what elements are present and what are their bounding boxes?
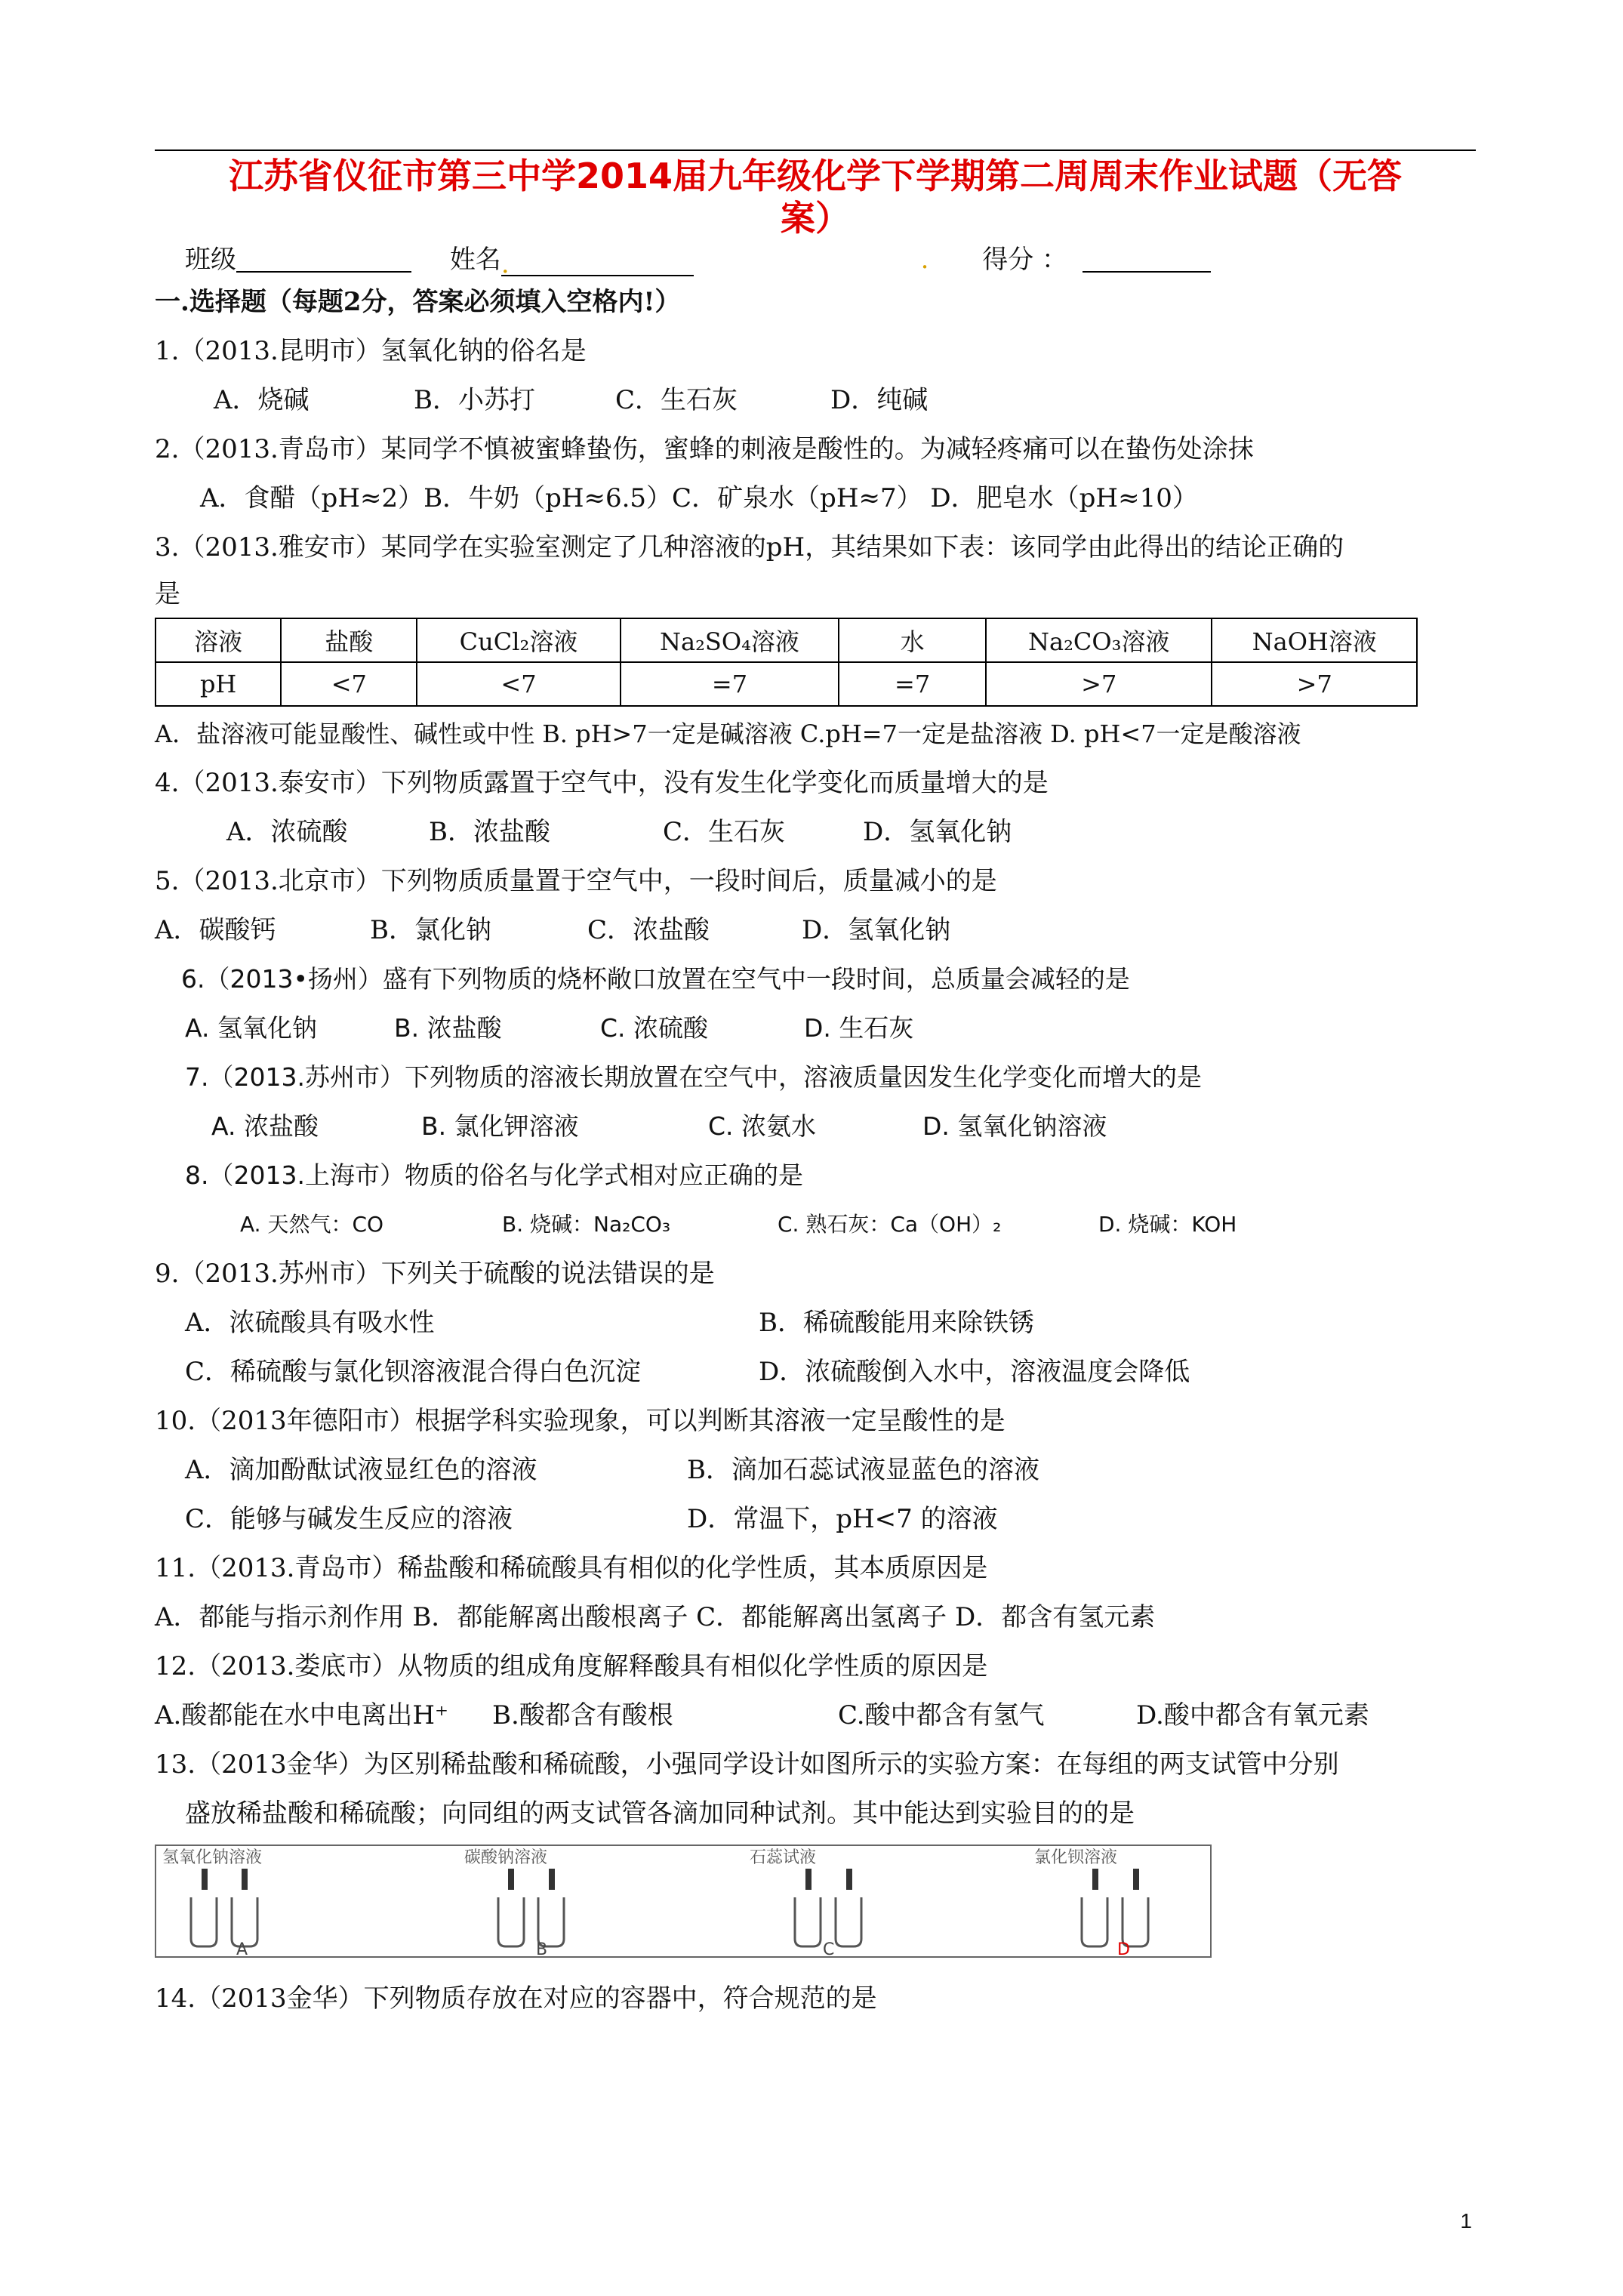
option-c: C．生石灰 (663, 817, 786, 847)
student-info-row (185, 243, 1211, 279)
table-cell: <7 (281, 662, 417, 706)
option-b: B. 烧碱：Na₂CO₃ (502, 1212, 671, 1237)
tube-group-b (498, 1869, 564, 1946)
option-c: C. 浓硫酸 (600, 1013, 709, 1043)
option-c: C．能够与碱发生反应的溶液 (185, 1504, 513, 1534)
option-c: C.酸中都含有氢气 (838, 1700, 1045, 1730)
option-a: A．浓硫酸 (226, 817, 348, 847)
option-a: A. 浓盐酸 (211, 1111, 319, 1141)
question-10-options-cd (0, 1502, 1623, 1536)
question-3-continued: 是 (155, 579, 180, 609)
option-b: B. 浓盐酸 (394, 1013, 502, 1043)
option-d: D．纯碱 (830, 385, 929, 415)
question-4: 4.（2013.泰安市）下列物质露置于空气中，没有发生化学变化而质量增大的是 (155, 768, 1049, 798)
table-cell: Na₂SO₄溶液 (621, 618, 839, 662)
question-11: 11.（2013.青岛市）稀盐酸和稀硫酸具有相似的化学性质，其本质原因是 (155, 1553, 988, 1583)
question-8-options (0, 1208, 1623, 1241)
test-tube-figure (155, 1845, 1212, 1958)
question-2-options: A．食醋（pH≈2）B．牛奶（pH≈6.5）C．矿泉水（pH≈7） D．肥皂水（pH≈10） (200, 483, 1198, 513)
table-row (156, 662, 1417, 706)
class-label: 班级 (185, 245, 236, 275)
option-d: D.酸中都含有氧元素 (1136, 1700, 1369, 1730)
table-cell: =7 (839, 662, 986, 706)
question-10-options-ab (0, 1453, 1623, 1487)
question-3-options: A．盐溶液可能显酸性、碱性或中性 B. pH>7一定是碱溶液 C.pH=7一定是盐溶液 D. pH<7一定是酸溶液 (155, 720, 1301, 748)
page-number: 1 (1460, 2209, 1472, 2233)
reagent-label-a: 氢氧化钠溶液 (162, 1848, 263, 1867)
question-10: 10.（2013年德阳市）根据学科实验现象，可以判断其溶液一定呈酸性的是 (155, 1406, 1006, 1436)
page-title-continued: 案） (781, 198, 850, 239)
option-b: B．小苏打 (414, 385, 535, 415)
question-13: 13.（2013金华）为区别稀盐酸和稀硫酸，小强同学设计如图所示的实验方案：在每组的两支试管中分别 (155, 1749, 1339, 1780)
table-cell: <7 (417, 662, 620, 706)
option-d: D．氢氧化钠 (802, 915, 951, 945)
option-b: B.酸都含有酸根 (492, 1700, 673, 1730)
table-cell: 盐酸 (281, 618, 417, 662)
group-label-d: D (1117, 1940, 1130, 1958)
question-7-options (0, 1110, 1623, 1143)
table-cell: NaOH溶液 (1212, 618, 1417, 662)
tube-group-c (795, 1869, 861, 1946)
mark-dot: . (920, 245, 929, 275)
option-a: A．浓硫酸具有吸水性 (185, 1308, 435, 1338)
option-a: A.酸都能在水中电离出H⁺ (155, 1700, 448, 1730)
option-a: A．滴加酚酞试液显红色的溶液 (185, 1455, 537, 1485)
question-9: 9.（2013.苏州市）下列关于硫酸的说法错误的是 (155, 1259, 715, 1289)
option-b: B．氯化钠 (370, 915, 491, 945)
question-12-options (0, 1699, 1623, 1732)
question-2: 2.（2013.青岛市）某同学不慎被蜜蜂蛰伤，蜜蜂的刺液是酸性的。为减轻疼痛可以在蛰伤处涂抹 (155, 434, 1254, 464)
group-label-a: A (236, 1940, 248, 1958)
question-5: 5.（2013.北京市）下列物质质量置于空气中，一段时间后，质量减小的是 (155, 866, 997, 896)
option-b: B．滴加石蕊试液显蓝色的溶液 (687, 1455, 1039, 1485)
question-6-options (0, 1012, 1623, 1045)
reagent-label-b: 碳酸钠溶液 (464, 1848, 548, 1867)
question-9-options-cd (0, 1355, 1623, 1388)
group-label-b: B (536, 1940, 548, 1958)
name-field[interactable] (500, 248, 694, 279)
section-heading: 一.选择题（每题2分，答案必须填入空格内!） (155, 287, 681, 317)
score-label: 得分 ： (982, 245, 1068, 275)
header-rule (155, 149, 1476, 151)
option-c: C．浓盐酸 (587, 915, 710, 945)
table-row (156, 618, 1417, 662)
option-d: D．氢氧化钠 (863, 817, 1012, 847)
table-cell: >7 (1212, 662, 1417, 706)
option-d: D. 烧碱：KOH (1098, 1212, 1237, 1237)
option-a: A. 氢氧化钠 (185, 1013, 317, 1043)
name-label: 姓名 (449, 245, 501, 275)
question-4-options (0, 815, 1623, 849)
table-cell: =7 (621, 662, 839, 706)
option-a: A. 天然气：CO (240, 1212, 384, 1237)
question-5-options (0, 914, 1623, 947)
option-a: A．烧碱 (214, 385, 310, 415)
reagent-label-c: 石蕊试液 (750, 1848, 817, 1867)
tube-group-d (1082, 1869, 1148, 1946)
question-9-options-ab (0, 1306, 1623, 1339)
question-6: 6.（2013•扬州）盛有下列物质的烧杯敞口放置在空气中一段时间，总质量会减轻的是 (181, 964, 1130, 994)
question-7: 7.（2013.苏州市）下列物质的溶液长期放置在空气中，溶液质量因发生化学变化而增大的是 (185, 1062, 1202, 1092)
tube-group-a (191, 1869, 257, 1946)
score-field[interactable] (1083, 244, 1211, 273)
page-title: 江苏省仪征市第三中学2014届九年级化学下学期第二周周末作业试题（无答 (228, 156, 1403, 196)
mark-dot: . (500, 249, 510, 279)
table-cell: >7 (986, 662, 1212, 706)
reagent-label-d: 氯化钡溶液 (1034, 1848, 1118, 1867)
option-c: C．生石灰 (615, 385, 738, 415)
option-c: C. 熟石灰：Ca（OH）₂ (778, 1212, 1002, 1237)
group-label-c: C (823, 1940, 835, 1958)
class-field[interactable] (236, 244, 411, 273)
option-d: D. 氢氧化钠溶液 (922, 1111, 1107, 1141)
option-b: B．稀硫酸能用来除铁锈 (759, 1308, 1034, 1338)
option-c: C．稀硫酸与氯化钡溶液混合得白色沉淀 (185, 1357, 642, 1387)
option-c: C. 浓氨水 (708, 1111, 817, 1141)
question-3: 3.（2013.雅安市）某同学在实验室测定了几种溶液的pH，其结果如下表：该同学由此得出的结论正确的 (155, 532, 1344, 562)
table-cell: CuCl₂溶液 (417, 618, 620, 662)
question-12: 12.（2013.娄底市）从物质的组成角度解释酸具有相似化学性质的原因是 (155, 1651, 988, 1681)
question-14: 14.（2013金华）下列物质存放在对应的容器中，符合规范的是 (155, 1983, 877, 2014)
table-cell: 溶液 (156, 618, 281, 662)
question-13-continued: 盛放稀盐酸和稀硫酸；向同组的两支试管各滴加同种试剂。其中能达到实验目的的是 (185, 1798, 1135, 1829)
option-b: B．浓盐酸 (429, 817, 550, 847)
question-8: 8.（2013.上海市）物质的俗名与化学式相对应正确的是 (185, 1160, 803, 1190)
option-a: A．碳酸钙 (155, 915, 276, 945)
question-1: 1.（2013.昆明市）氢氧化钠的俗名是 (155, 336, 587, 366)
option-b: B. 氯化钾溶液 (421, 1111, 579, 1141)
table-cell: Na₂CO₃溶液 (986, 618, 1212, 662)
option-d: D．浓硫酸倒入水中，溶液温度会降低 (759, 1357, 1190, 1387)
ph-table (155, 618, 1418, 707)
question-11-options: A．都能与指示剂作用 B．都能解离出酸根离子 C．都能解离出氢离子 D．都含有氢元素 (155, 1602, 1156, 1632)
question-1-options (0, 384, 1623, 417)
table-cell: pH (156, 662, 281, 706)
option-d: D．常温下，pH<7 的溶液 (687, 1504, 998, 1534)
table-cell: 水 (839, 618, 986, 662)
option-d: D. 生石灰 (804, 1013, 914, 1043)
